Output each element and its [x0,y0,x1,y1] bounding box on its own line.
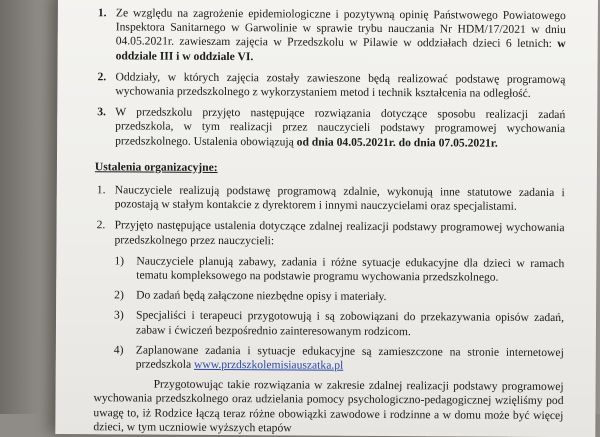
item-text: Ze względu na zagrożenie epidemiologiczne i pozytywną opinię Państwowego Powiatowego Inspektora Sanitarnego w Garwolinie w sprawie trybu nauczania Nr HDM/17/2021 w dniu 04.05.2021r. zawieszam zajęcia w Przedszkolu w Pilawie w oddziałach dzieci 6 letnich: [115,6,566,51]
section-heading: Ustalenia organizacyjne: [94,160,218,174]
subitem-text: Specjaliści i terapeuci przygotowują i są zobowiązani do przekazywania opisów zadań, zabaw i ćwiczeń bezpośrednio zainteresowanym rodzicom. [135,308,565,338]
section2-item-2 [96,218,565,250]
item-number: 2. [97,70,107,84]
item-text-bold: w oddziale III i w oddziale VI. [115,37,566,63]
subitem-text: Zaplanowane zadania i sytuacje edukacyjne są zamieszczone na stronie internetowej przedszkola [135,343,564,371]
subitem-number: 3) [113,308,124,322]
document-sheet [55,0,598,437]
subitem-text: Do zadań będą załączone niezbędne opisy i materiały. [136,288,387,304]
subitem-number: 4) [113,343,124,357]
section1-item-1 [97,6,566,66]
item-text: Przyjęto następujące ustalenia dotyczące zdalnej realizacji podstawy programowej wychowania przedszkolnego przez nauczycieli: [114,218,565,247]
subitem-number: 1) [114,254,125,268]
section1-item-2 [97,70,566,101]
closing-paragraph: Przygotowując takie rozwiązania w zakresie zdalnej realizacji podstawy programowej wychowania przedszkolnego oraz udzielania pomocy psychologiczno-pedagogicznej wzięliśmy pod uwagę to, iż Rodzice łączą teraz różne obowiązki zawodowe i rodzinne a w domu może być więcej dzieci, w tym uczniowie wyższych etapów [93,377,564,435]
subitem-2 [114,288,564,306]
item-number: 1. [96,183,106,197]
section2-item-1 [96,183,565,214]
subitem-text: Nauczyciele planują zabawy, zadania i różne sytuacje edukacyjne dla dzieci w ramach tematu kompleksowego na podstawie programu wychowania przedszkolnego. [136,254,565,284]
section1-item-3 [97,105,566,151]
document-content [93,6,566,437]
website-link[interactable]: www.przdszkolemisiauszatka.pl [193,357,344,372]
item-number: 2. [96,218,106,232]
subitem-number: 2) [114,288,124,302]
item-number: 1. [97,6,107,20]
subitem-1 [114,254,565,285]
item-text: W przedszkolu przyjęto następujące rozwiązania dotyczące sposobu realizacji zadań przedszkola, w tym realizacji przez nauczycieli podstawy programowej wychowania przedszkolnego. Ustalenia obowiązują [115,105,566,149]
subitem-3 [113,308,565,340]
subitem-4 [113,343,564,374]
item-number: 3. [97,105,107,119]
item-text-bold: od dnia 04.05.2021r. do dnia 07.05.2021r. [296,135,498,150]
item-text: Oddziały, w których zajęcia zostały zawieszone będą realizować podstawę programową wychowania przedszkolnego z wykorzystaniem metod i technik kształcenia na odległość. [115,70,566,100]
item-text: Nauczyciele realizują podstawę programową zdalnie, wykonują inne statutowe zadania i pozostają w stałym kontakcie z dyrektorem i innymi nauczycielami oraz specjalistami. [114,183,565,214]
